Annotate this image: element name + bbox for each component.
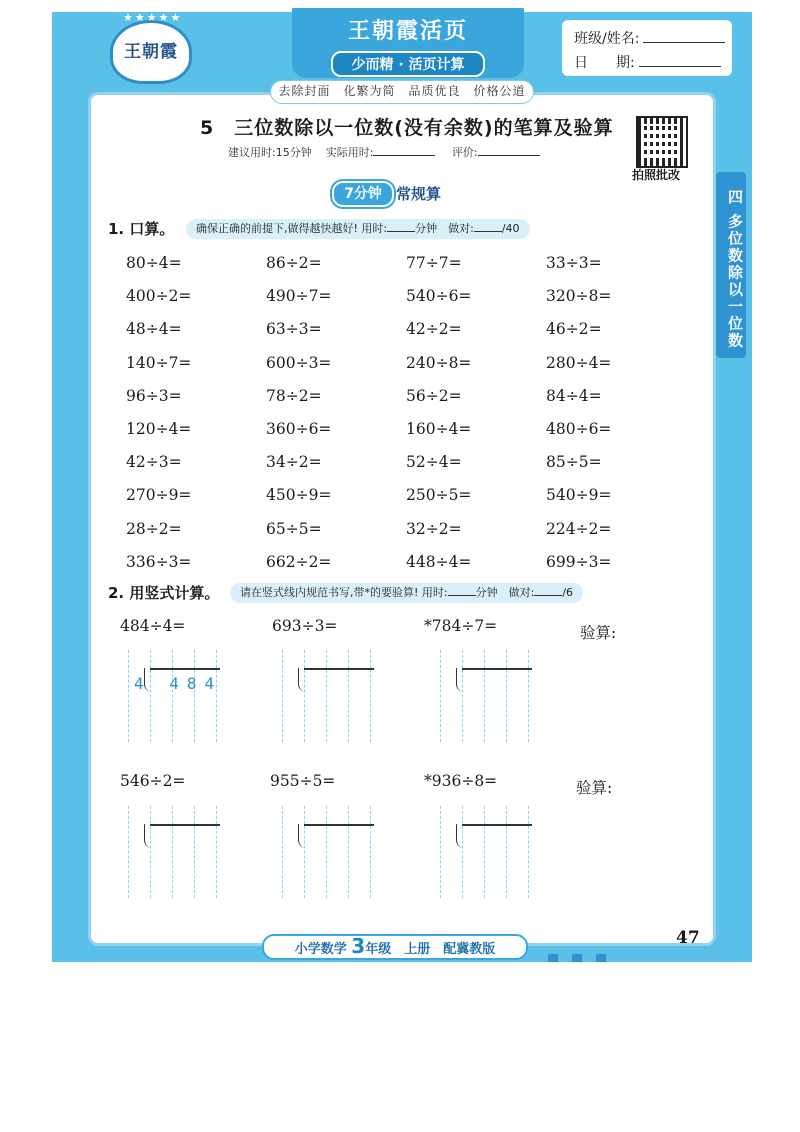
date-blank[interactable]	[639, 66, 721, 67]
oral-item: 42÷2=	[406, 320, 462, 339]
frame-decoration	[548, 954, 620, 962]
written-item: *784÷7=	[424, 617, 498, 635]
q1-note	[186, 219, 530, 239]
slogan: 去除封面 化繁为简 品质优良 价格公道	[270, 80, 534, 104]
oral-item: 28÷2=	[126, 519, 182, 538]
oral-row	[126, 520, 686, 553]
oral-item: 600÷3=	[266, 353, 332, 372]
written-item: 484÷4=	[120, 617, 186, 635]
q2-note-total: /6	[562, 586, 574, 599]
qr-code-icon[interactable]	[636, 116, 688, 168]
vertical-calc-grid[interactable]	[440, 650, 532, 742]
oral-item: 52÷4=	[406, 453, 462, 472]
oral-item: 86÷2=	[266, 254, 322, 272]
lesson-title: 5 三位数除以一位数(没有余数)的笔算及验算	[200, 117, 614, 139]
written-item: 693÷3=	[272, 617, 338, 635]
oral-item: 46÷2=	[546, 320, 602, 339]
footer-bar	[262, 934, 528, 960]
brand-subtitle: 少而精 · 活页计算	[331, 51, 485, 77]
footer-grade: 年级 上册 配冀教版	[365, 942, 496, 957]
written-item: 955÷5=	[270, 772, 336, 790]
oral-item: 65÷5=	[266, 519, 322, 538]
oral-item: 336÷3=	[126, 552, 192, 571]
section-name: 常规算	[396, 185, 442, 203]
vertical-calc-grid[interactable]	[128, 806, 220, 898]
actual-time-label: 实际用时:	[325, 146, 374, 159]
name-label: 班级/姓名:	[574, 31, 640, 47]
q1-correct-blank[interactable]	[474, 231, 502, 232]
date-label: 日 期:	[574, 55, 635, 71]
oral-grid	[126, 254, 686, 586]
oral-item: 360÷6=	[266, 419, 332, 438]
actual-time-blank[interactable]	[373, 155, 435, 156]
oral-item: 540÷6=	[406, 287, 472, 306]
oral-item: 224÷2=	[546, 519, 612, 538]
vertical-calc-grid[interactable]	[282, 650, 374, 742]
q2-note	[230, 583, 583, 603]
oral-item: 33÷3=	[546, 254, 602, 272]
oral-item: 540÷9=	[546, 486, 612, 505]
oral-item: 34÷2=	[266, 453, 322, 472]
vertical-calc-grid[interactable]	[440, 806, 532, 898]
oral-item: 699÷3=	[546, 552, 612, 571]
oral-item: 84÷4=	[546, 386, 602, 405]
q1-note-unit: 分钟 做对:	[415, 222, 474, 235]
oral-item: 400÷2=	[126, 287, 192, 306]
oral-item: 490÷7=	[266, 287, 332, 306]
oral-item: 320÷8=	[546, 287, 612, 306]
oral-item: 56÷2=	[406, 386, 462, 405]
suggested-time: 建议用时:15分钟	[228, 146, 312, 159]
oral-item: 80÷4=	[126, 254, 182, 272]
oral-row	[126, 420, 686, 453]
oral-item: 85÷5=	[546, 453, 602, 472]
oral-row	[126, 553, 686, 586]
oral-item: 120÷4=	[126, 419, 192, 438]
oral-item: 96÷3=	[126, 386, 182, 405]
q1-time-blank[interactable]	[387, 231, 415, 232]
q2-note-text: 请在竖式线内规范书写,带*的要验算! 用时:	[240, 586, 448, 599]
name-box	[562, 20, 732, 76]
stars-icon: ★★★★★	[123, 11, 183, 24]
oral-item: 42÷3=	[126, 453, 182, 472]
q1-note-text: 确保正确的前提下,做得越快越好! 用时:	[196, 222, 388, 235]
q1-heading: 1. 口算。	[108, 220, 175, 238]
q2-correct-blank[interactable]	[534, 595, 562, 596]
oral-item: 250÷5=	[406, 486, 472, 505]
oral-item: 48÷4=	[126, 320, 182, 339]
written-item: 546÷2=	[120, 772, 186, 790]
oral-item: 77÷7=	[406, 254, 462, 272]
vertical-calc-grid[interactable]	[128, 650, 223, 742]
brand-header	[292, 8, 524, 78]
footer-subject: 小学数学	[294, 942, 347, 957]
q1-note-total: /40	[501, 222, 520, 235]
oral-row	[126, 486, 686, 519]
check-label: 验算:	[580, 624, 617, 642]
section-badge	[332, 181, 472, 205]
oral-item: 662÷2=	[266, 552, 332, 571]
oral-item: 270÷9=	[126, 486, 192, 505]
logo-text: 王朝霞	[124, 42, 178, 62]
oral-item: 63÷3=	[266, 320, 322, 339]
oral-row	[126, 254, 686, 287]
q2-note-unit: 分钟 做对:	[475, 586, 535, 599]
oral-item: 32÷2=	[406, 519, 462, 538]
section-time: 7分钟	[332, 181, 394, 207]
time-line	[228, 144, 546, 160]
brand-title: 王朝霞活页	[347, 19, 468, 44]
oral-row	[126, 320, 686, 353]
evaluation-blank[interactable]	[478, 155, 540, 156]
name-row[interactable]	[574, 28, 725, 48]
oral-row	[126, 387, 686, 420]
oral-item: 448÷4=	[406, 552, 472, 571]
check-label: 验算:	[576, 779, 613, 797]
footer-grade-number: 3	[351, 934, 366, 958]
oral-item: 78÷2=	[266, 386, 322, 405]
name-blank[interactable]	[643, 42, 725, 43]
brand-logo	[110, 11, 192, 84]
vertical-calc-grid[interactable]	[282, 806, 374, 898]
oral-item: 280÷4=	[546, 353, 612, 372]
oral-row	[126, 453, 686, 486]
q2-time-blank[interactable]	[448, 595, 476, 596]
oral-item: 480÷6=	[546, 419, 612, 438]
page-number: 47	[676, 928, 700, 948]
qr-label: 拍照批改	[632, 168, 681, 182]
q2-heading: 2. 用竖式计算。	[108, 584, 220, 602]
oral-row	[126, 287, 686, 320]
written-item: *936÷8=	[424, 772, 498, 790]
oral-item: 140÷7=	[126, 353, 192, 372]
oral-row	[126, 354, 686, 387]
unit-side-tab: 四 多位数除以一位数	[716, 172, 746, 358]
oral-item: 160÷4=	[406, 419, 472, 438]
oral-item: 240÷8=	[406, 353, 472, 372]
date-row[interactable]	[574, 52, 721, 72]
evaluation-label: 评价:	[451, 146, 478, 159]
oral-item: 450÷9=	[266, 486, 332, 505]
example-digits: 4 484	[134, 674, 223, 693]
